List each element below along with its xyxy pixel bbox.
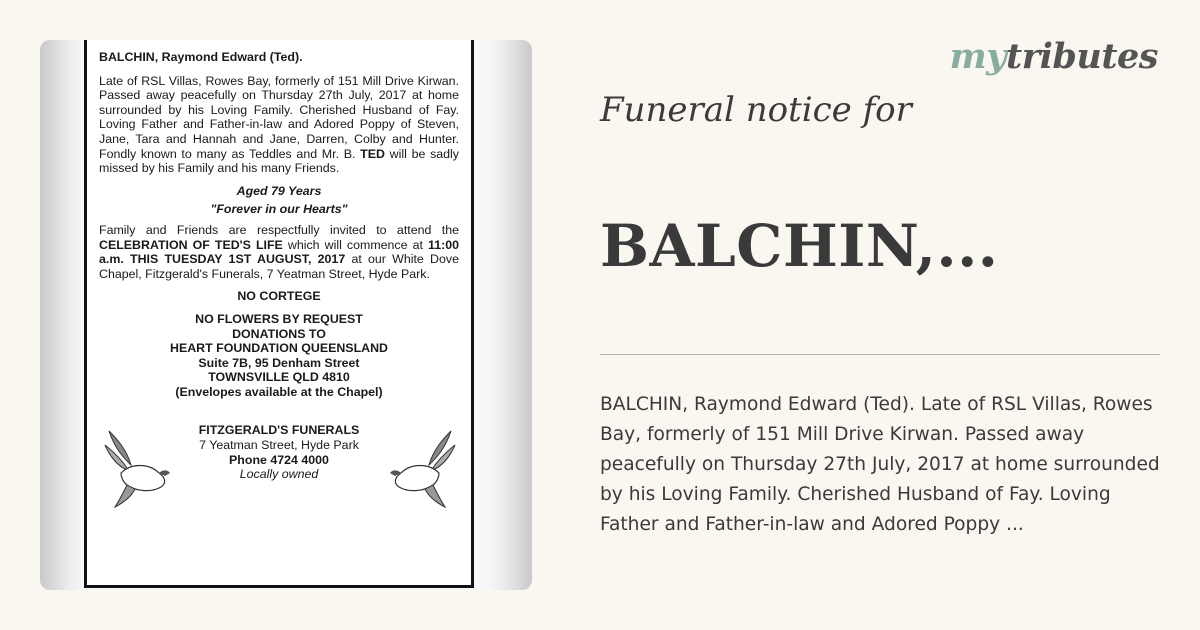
logo-my: my: [949, 36, 1007, 77]
notice-donations: [99, 312, 459, 400]
funeral-name: FITZGERALD'S FUNERALS: [198, 423, 360, 438]
logo-tributes: tributes: [1006, 36, 1158, 77]
deceased-name: BALCHIN,...: [600, 212, 999, 280]
divider: [600, 354, 1160, 355]
funeral-phone: Phone 4724 4000: [229, 452, 329, 467]
dove-left-icon: [101, 427, 173, 509]
notice-aged: Aged 79 Years: [236, 183, 322, 198]
funeral-address: 7 Yeatman Street, Hyde Park: [199, 438, 359, 453]
notice-invitation: [99, 223, 459, 281]
invite-text-2: which will commence at: [287, 237, 423, 252]
notice-excerpt: BALCHIN, Raymond Edward (Ted). Late of RSL Villas, Rowes Bay, formerly of 151 Mill Drive Kirwan. Passed away peacefully on Thursday 27th July, 2017 at home surrounded by his Loving Family. Cherished Husband of Fay. Loving Father and Father-in-law and Adored Poppy ...: [600, 394, 1160, 535]
mytributes-logo[interactable]: [950, 36, 1158, 77]
notice-heading: BALCHIN, Raymond Edward (Ted).: [99, 50, 303, 64]
funeral-director: [99, 423, 459, 513]
donations-line: TOWNSVILLE QLD 4810: [208, 370, 350, 385]
notice-clipping: [84, 40, 474, 588]
page-subtitle: Funeral notice for: [600, 90, 912, 130]
notice-cortege: NO CORTEGE: [237, 289, 321, 304]
invite-text-3: at our White Dove Chapel, Fitzgerald's Funerals, 7 Yeatman Street, Hyde Park.: [99, 252, 459, 281]
notice-body: [99, 74, 459, 176]
donations-line: NO FLOWERS BY REQUEST: [195, 311, 363, 326]
notice-body-ted: TED: [360, 146, 385, 161]
notice-forever: "Forever in our Hearts": [210, 202, 348, 217]
invite-time: 11:00 a.m. THIS TUESDAY 1ST AUGUST, 2017: [99, 237, 459, 267]
donations-line: DONATIONS TO: [232, 326, 326, 341]
dove-right-icon: [387, 427, 459, 509]
invite-celebration: CELEBRATION OF TED'S LIFE: [99, 237, 283, 252]
donations-line: Suite 7B, 95 Denham Street: [198, 355, 360, 370]
funeral-owned: Locally owned: [239, 467, 319, 482]
donations-line: (Envelopes available at the Chapel): [175, 384, 383, 399]
notice-body-text: Late of RSL Villas, Rowes Bay, formerly of 151 Mill Drive Kirwan. Passed away peacefully on Thursday 27th July, 2017 at home surrounded by his Loving Family. Cherished Husband of Fay. Loving Father and Father-in-law and Adored Poppy of Steven, Jane, Tara and Hannah and Jane, Darren, Colby and Hunter. Fondly known to many as Teddles and Mr. B.: [99, 73, 459, 161]
funeral-notice-image: [40, 40, 532, 590]
donations-line: HEART FOUNDATION QUEENSLAND: [170, 341, 388, 356]
notice-body-text-end: will be sadly missed by his Family and his many Friends.: [99, 146, 459, 176]
invite-text: Family and Friends are respectfully invited to attend the: [99, 222, 459, 237]
